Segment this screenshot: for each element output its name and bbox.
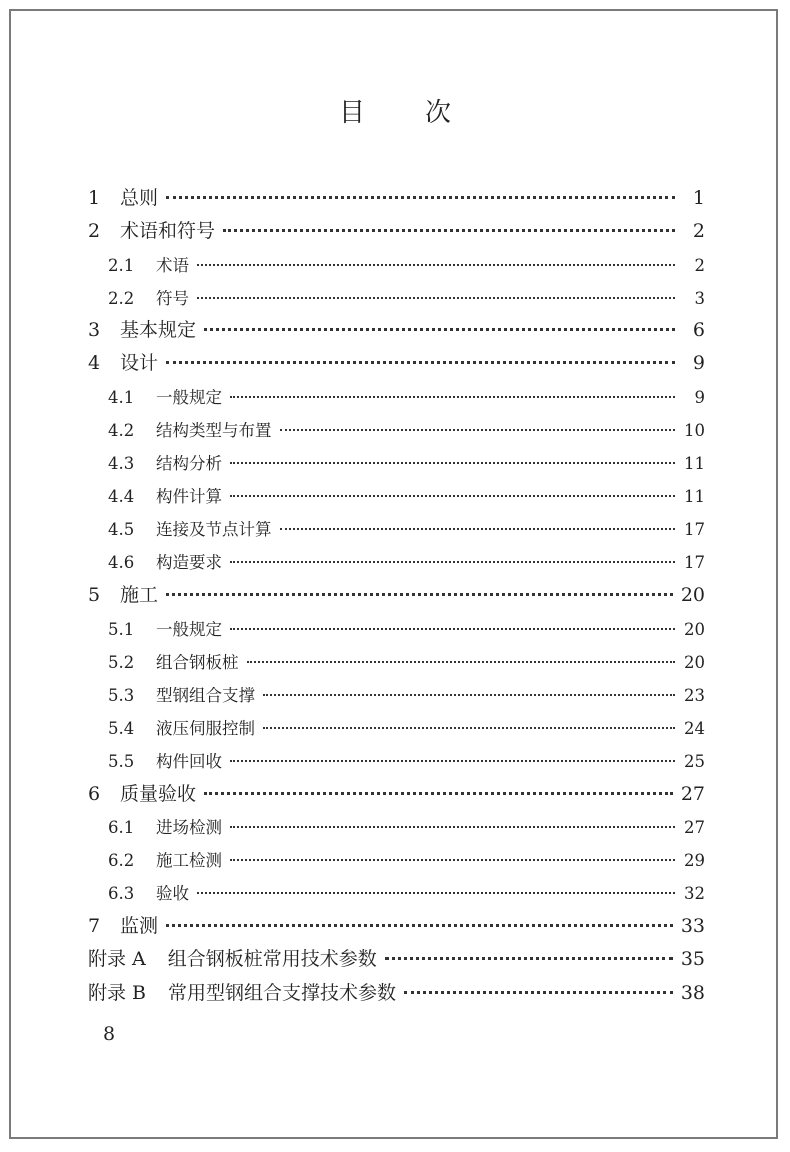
toc-entry-label: 组合钢板桩常用技术参数 (167, 948, 377, 970)
toc-entry-page: 27 (680, 783, 705, 805)
toc-entry-label: 构造要求 (156, 553, 222, 572)
toc-entry-label: 常用型钢组合支撑技术参数 (168, 982, 397, 1004)
toc-entry-number: 2.1 (108, 256, 135, 275)
toc-entry-page: 10 (684, 421, 705, 440)
toc-entry-page: 24 (684, 719, 705, 738)
toc-entry-page: 1 (692, 187, 705, 209)
toc-entry-appendix-b[interactable] (88, 978, 705, 1005)
toc-entry-page: 9 (692, 352, 705, 374)
dot-leader (197, 296, 675, 299)
toc-entry-page: 9 (694, 388, 705, 407)
toc-entry-number: 2 (88, 220, 101, 242)
toc-entry-label: 一般规定 (156, 388, 222, 407)
toc-entry-page: 38 (680, 982, 705, 1004)
toc-entry-number: 6.3 (108, 884, 135, 903)
toc-entry-5-1[interactable] (108, 616, 705, 640)
toc-entry-label: 符号 (156, 289, 189, 308)
dot-leader (166, 360, 675, 364)
toc-entry-label: 构件回收 (156, 752, 222, 771)
toc-entry-label: 构件计算 (156, 487, 222, 506)
toc-entry-page: 3 (694, 289, 705, 308)
toc-entry-label: 设计 (120, 352, 159, 374)
toc-entry-page: 23 (684, 686, 705, 705)
toc-entry-number: 4 (88, 352, 101, 374)
toc-entry-number: 附录 B (88, 982, 147, 1004)
toc-entry-label: 术语和符号 (120, 220, 216, 242)
toc-entry-label: 监测 (120, 915, 159, 937)
toc-entry-label: 施工检测 (156, 851, 222, 870)
toc-entry-number: 1 (88, 187, 101, 209)
toc-entry-page: 17 (684, 520, 705, 539)
dot-leader (230, 858, 675, 861)
toc-entry-label: 组合钢板桩 (156, 653, 239, 672)
toc-entry-4-4[interactable] (108, 483, 705, 507)
dot-leader (197, 891, 675, 894)
dot-leader (166, 923, 673, 927)
toc-entry-4-2[interactable] (108, 417, 705, 441)
dot-leader (204, 791, 673, 795)
toc-entry-label: 结构分析 (156, 454, 222, 473)
toc-entry-4[interactable] (88, 348, 705, 375)
toc-entry-number: 5.2 (108, 653, 135, 672)
toc-entry-label: 液压伺服控制 (156, 719, 255, 738)
toc-entry-4-5[interactable] (108, 516, 705, 540)
toc-entry-page: 20 (684, 653, 705, 672)
dot-leader (230, 560, 675, 563)
toc-entry-page: 29 (684, 851, 705, 870)
toc-entry-page: 11 (684, 454, 705, 473)
dot-leader (230, 395, 675, 398)
toc-entry-label: 进场检测 (156, 818, 222, 837)
toc-entry-page: 32 (684, 884, 705, 903)
toc-entry-number: 6.2 (108, 851, 135, 870)
dot-leader (197, 263, 675, 266)
toc-entry-label: 结构类型与布置 (156, 421, 272, 440)
toc-entry-number: 6.1 (108, 818, 135, 837)
dot-leader (166, 592, 673, 596)
toc-entry-number: 5.5 (108, 752, 135, 771)
toc-entry-label: 型钢组合支撑 (156, 686, 255, 705)
toc-entry-2-1[interactable] (108, 252, 705, 276)
toc-entry-5-4[interactable] (108, 715, 705, 739)
toc-entry-6[interactable] (88, 779, 705, 806)
toc-entry-number: 附录 A (88, 948, 146, 970)
dot-leader (263, 693, 675, 696)
toc-entry-number: 5.1 (108, 620, 135, 639)
toc-entry-page: 2 (694, 256, 705, 275)
toc-entry-number: 4.6 (108, 553, 135, 572)
toc-entry-page: 33 (680, 915, 705, 937)
toc-entry-number: 4.3 (108, 454, 135, 473)
page-number: 8 (103, 1023, 116, 1045)
toc-entry-page: 20 (684, 620, 705, 639)
toc-entry-number: 4.5 (108, 520, 135, 539)
dot-leader (230, 461, 675, 464)
toc-entry-label: 质量验收 (120, 783, 197, 805)
toc-entry-page: 35 (680, 948, 705, 970)
toc-entry-label: 术语 (156, 256, 189, 275)
toc-entry-number: 5.3 (108, 686, 135, 705)
toc-entry-4-3[interactable] (108, 450, 705, 474)
toc-entry-number: 7 (88, 915, 101, 937)
toc-entry-label: 施工 (120, 584, 159, 606)
toc-entry-page: 25 (684, 752, 705, 771)
toc-entry-label: 基本规定 (120, 319, 197, 341)
toc-entry-2-2[interactable] (108, 285, 705, 309)
toc-title-part1: 目 (338, 98, 365, 128)
toc-entry-number: 4.4 (108, 487, 135, 506)
toc-entry-4-1[interactable] (108, 384, 705, 408)
toc-entry-label: 连接及节点计算 (156, 520, 272, 539)
dot-leader (404, 990, 673, 994)
toc-entry-appendix-a[interactable] (88, 944, 705, 971)
toc-entry-3[interactable] (88, 315, 705, 342)
toc-entry-page: 2 (692, 220, 705, 242)
toc-entry-4-6[interactable] (108, 549, 705, 573)
dot-leader (263, 726, 675, 729)
toc-entry-page: 6 (692, 319, 705, 341)
dot-leader (230, 759, 675, 762)
toc-entry-label: 一般规定 (156, 620, 222, 639)
toc-entry-5-2[interactable] (108, 649, 705, 673)
toc-entry-page: 17 (684, 553, 705, 572)
toc-entry-7[interactable] (88, 911, 705, 938)
toc-entry-number: 5.4 (108, 719, 135, 738)
toc-entry-5[interactable] (88, 580, 705, 607)
dot-leader (230, 825, 675, 828)
dot-leader (230, 494, 675, 497)
dot-leader (230, 627, 675, 630)
toc-title-part2: 次 (425, 98, 452, 128)
toc-entry-page: 11 (684, 487, 705, 506)
toc-entry-6-2[interactable] (108, 847, 705, 871)
toc-entry-5-3[interactable] (108, 682, 705, 706)
toc-entry-1[interactable] (88, 183, 705, 210)
toc-entry-page: 27 (684, 818, 705, 837)
toc-entry-number: 4.1 (108, 388, 135, 407)
dot-leader (280, 527, 676, 530)
toc-entry-label: 总则 (120, 187, 159, 209)
toc-entry-page: 20 (680, 584, 705, 606)
toc-entry-number: 6 (88, 783, 101, 805)
toc-entry-number: 2.2 (108, 289, 135, 308)
dot-leader (223, 228, 675, 232)
dot-leader (247, 660, 676, 663)
toc-entry-5-5[interactable] (108, 748, 705, 772)
toc-entry-2[interactable] (88, 216, 705, 243)
toc-entry-number: 3 (88, 319, 101, 341)
toc-entry-number: 4.2 (108, 421, 135, 440)
dot-leader (280, 428, 676, 431)
toc-entry-label: 验收 (156, 884, 189, 903)
dot-leader (385, 956, 673, 960)
toc-entry-6-3[interactable] (108, 880, 705, 904)
toc-entry-6-1[interactable] (108, 814, 705, 838)
dot-leader (166, 195, 675, 199)
toc-entry-number: 5 (88, 584, 101, 606)
dot-leader (204, 327, 675, 331)
